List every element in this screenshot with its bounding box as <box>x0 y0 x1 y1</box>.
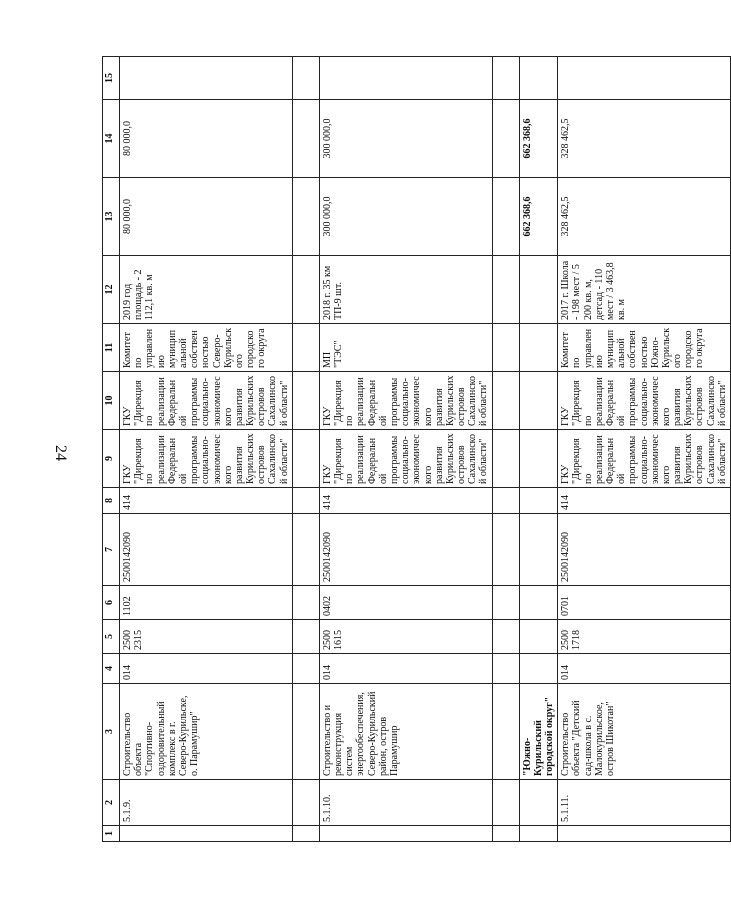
expense-type: 414 <box>319 488 492 514</box>
year-amount: 300 000,0 <box>319 100 492 178</box>
builder: ГКУ "Дирекция по реализации Федеральной программы социально-экономического развития Курильских островов Сахалинской области" <box>120 372 293 430</box>
total-amount: 300 000,0 <box>319 178 492 256</box>
builder: ГКУ "Дирекция по реализации Федеральной программы социально-экономического развития Курильских островов Сахалинской области" <box>558 372 731 430</box>
header-cell: 6 <box>103 586 120 620</box>
code-5: 2500 1718 <box>558 620 731 654</box>
row-number: 5.1.9. <box>120 780 293 826</box>
customer: ГКУ "Дирекция по реализации Федеральной программы социально-экономического развития Курильских островов Сахалинской области" <box>120 430 293 488</box>
row-number: 5.1.11. <box>558 780 731 826</box>
header-cell: 9 <box>103 430 120 488</box>
grbs-code: 014 <box>120 654 293 684</box>
group-row <box>519 57 558 842</box>
header-cell: 15 <box>103 57 120 100</box>
row-number: 5.1.10. <box>319 780 492 826</box>
header-cell: 5 <box>103 620 120 654</box>
header-cell: 8 <box>103 488 120 514</box>
capacity: 2019 год площадь - 2 112,1 кв. м <box>120 256 293 324</box>
group-year: 662 368,6 <box>519 100 558 178</box>
table-row <box>120 57 293 842</box>
capacity: 2017 г. Школа - 198 мест / 5 200 кв. м, детсад - 110 мест / 3 463,8 кв. м <box>558 256 731 324</box>
object-name: Строительство объекта "Детский сад-школа в с. Малокурильское, остров Шикотан" <box>558 684 731 780</box>
table-row <box>319 57 492 842</box>
target-code: 2500142090 <box>558 514 731 586</box>
group-name: "Южно-Курильский городской округ" <box>519 684 558 780</box>
object-name: Строительство и реконструкция систем энергообеспечения, Северо-Курильский район, остров Парамушир <box>319 684 492 780</box>
header-cell: 13 <box>103 178 120 256</box>
year-amount: 328 462,5 <box>558 100 731 178</box>
customer: ГКУ "Дирекция по реализации Федеральной программы социально-экономического развития Курильских островов Сахалинской области" <box>319 430 492 488</box>
operator: Комитет по управлению муниципальной собственностью Северо-Курильского городского округа <box>120 324 293 372</box>
total-amount: 328 462,5 <box>558 178 731 256</box>
header-row <box>103 57 120 842</box>
spacer-row <box>292 57 319 842</box>
year-amount: 80 000,0 <box>120 100 293 178</box>
col-15 <box>558 57 731 100</box>
header-cell: 4 <box>103 654 120 684</box>
object-name: Строительство объекта "Спортивно-оздоровительный комплекс в г. Северо-Курильске, о. Парамушир" <box>120 684 293 780</box>
header-cell: 7 <box>103 514 120 586</box>
expense-type: 414 <box>120 488 293 514</box>
section-code: 0402 <box>319 586 492 620</box>
objects-table <box>102 56 731 842</box>
header-cell: 1 <box>103 826 120 842</box>
header-cell: 2 <box>103 780 120 826</box>
header-cell: 10 <box>103 372 120 430</box>
spacer-row <box>492 57 519 842</box>
header-cell: 3 <box>103 684 120 780</box>
grbs-code: 014 <box>558 654 731 684</box>
header-cell: 11 <box>103 324 120 372</box>
table-row <box>558 57 731 842</box>
rotated-table-wrapper <box>102 57 728 842</box>
operator: Комитет по управлению муниципальной собственностью Южно-Курильского городского округа <box>558 324 731 372</box>
section-code: 1102 <box>120 586 293 620</box>
target-code: 2500142090 <box>120 514 293 586</box>
col-15 <box>120 57 293 100</box>
header-cell: 14 <box>103 100 120 178</box>
code-5: 2500 1615 <box>319 620 492 654</box>
group-total: 662 368,6 <box>519 178 558 256</box>
operator: МП "ТЭС" <box>319 324 492 372</box>
total-amount: 80 000,0 <box>120 178 293 256</box>
grbs-code: 014 <box>319 654 492 684</box>
target-code: 2500142090 <box>319 514 492 586</box>
expense-type: 414 <box>558 488 731 514</box>
builder: ГКУ "Дирекция по реализации Федеральной программы социально-экономического развития Курильских островов Сахалинской области" <box>319 372 492 430</box>
page-number: 24 <box>52 445 69 461</box>
section-code: 0701 <box>558 586 731 620</box>
code-5: 2500 2315 <box>120 620 293 654</box>
header-cell: 12 <box>103 256 120 324</box>
customer: ГКУ "Дирекция по реализации Федеральной программы социально-экономического развития Курильских островов Сахалинской области" <box>558 430 731 488</box>
col-15 <box>319 57 492 100</box>
capacity: 2018 г. 35 км ТП-9 шт. <box>319 256 492 324</box>
